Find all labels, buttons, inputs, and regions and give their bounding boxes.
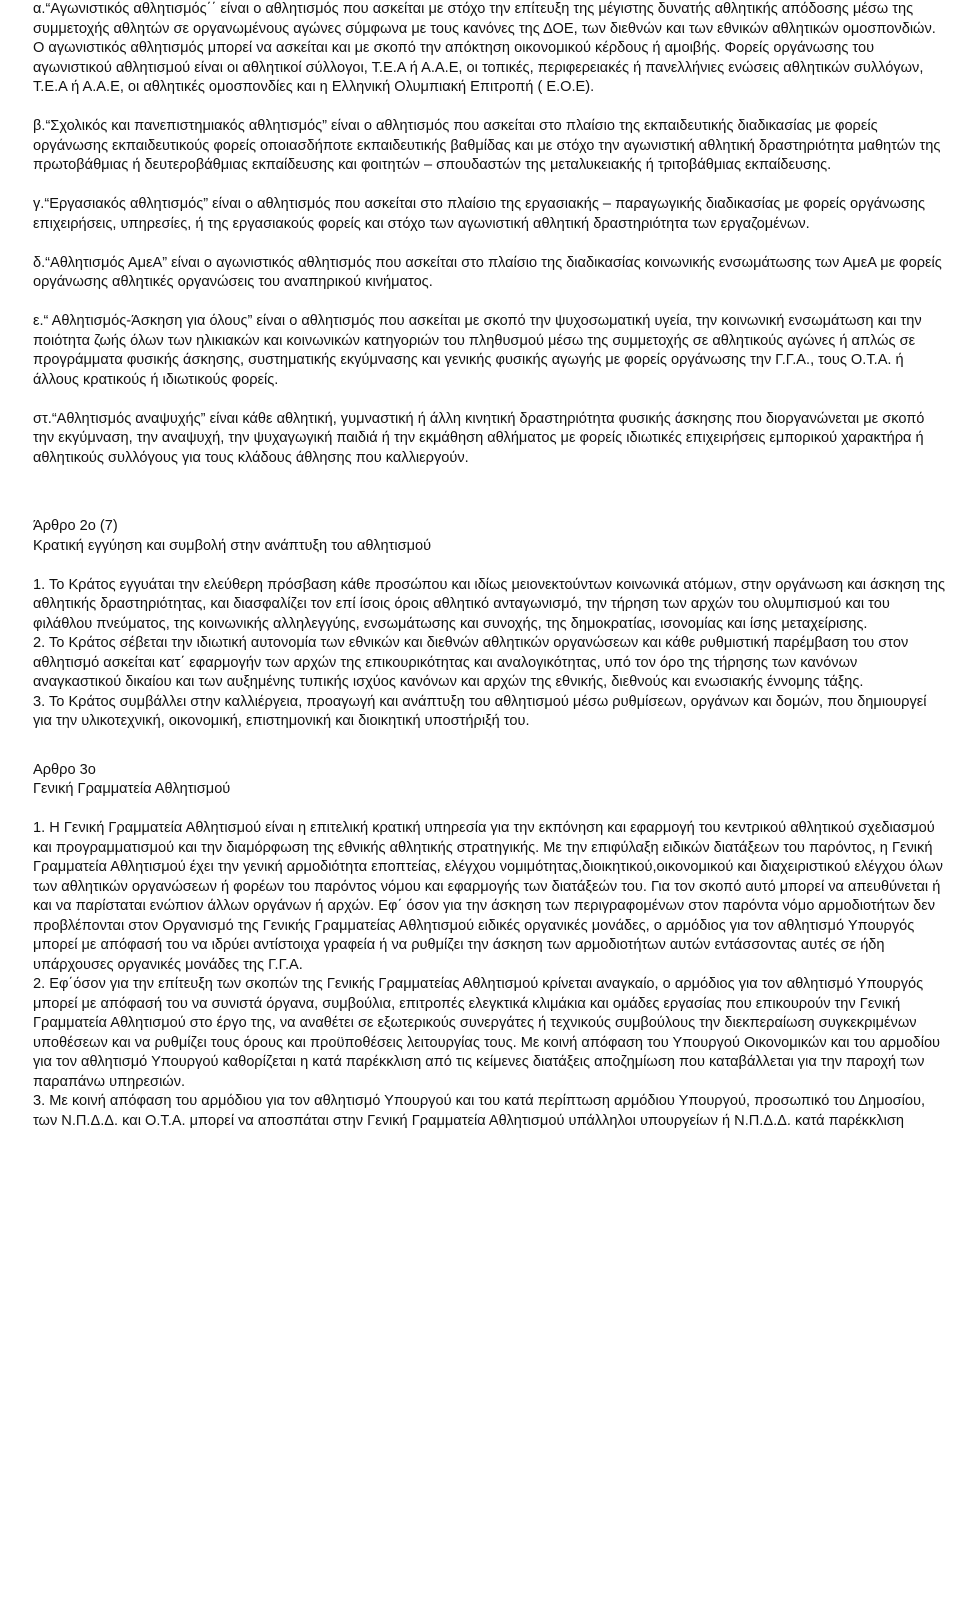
article-3-paragraph-3: 3. Με κοινή απόφαση του αρμόδιου για τον αθλητισμό Υπουργού και του κατά περίπτωση αρμόδιου Υπουργού, προσωπικό του Δημοσίου, των Ν.Π.Δ.Δ. και Ο.Τ.Α. μπορεί να αποσπάται στην Γενική Γραμματεία Αθλητισμού υπάλληλοι υπουργείων ή Ν.Π.Δ.Δ. κατά παρέκκλιση <box>33 1093 926 1129</box>
article-2-paragraph-3: 3. Το Κράτος συμβάλλει στην καλλιέργεια, προαγωγή και ανάπτυξη του αθλητισμού μέσω ρυθμίσεων, οργάνων και δομών, που δημιουργεί για την υλικοτεχνική, οικονομική, επιστημονική και διοικητική υποστήριξή του. <box>33 693 927 729</box>
article-3-subtitle: Γενική Γραμματεία Αθλητισμού <box>33 781 231 797</box>
article-2-subtitle: Κρατική εγγύηση και συμβολή στην ανάπτυξη του αθλητισμού <box>33 537 432 554</box>
paragraph-e: ε.“ Αθλητισμός-Άσκηση για όλους” είναι ο αθλητισμός που ασκείται με σκοπό την ψυχοσωματική υγεία, την κοινωνική ενσωμάτωση και την ποιότητα ζωής όλων των ηλικιακών και κοινωνικών κατηγοριών του πληθυσμού μέσω της συμμετοχής σε αθλητικούς αγώνες ή απλώς σε προγράμματα φυσικής άσκησης, συστηματικής εκγύμνασης και γενικής φυσικής αγωγής με φορείς οργάνωσης την Γ.Γ.Α., τους Ο.Τ.Α. ή άλλους κρατικούς ή ιδιωτικούς φορείς. <box>33 313 922 388</box>
article-2-title: Άρθρο 2ο (7) <box>33 518 118 534</box>
article-2-paragraph-2: 2. Το Κράτος σέβεται την ιδιωτική αυτονομία των εθνικών και διεθνών αθλητικών οργανώσεων και κάθε ρυθμιστική παρέμβαση του στον αθλητισμό ασκείται κατ΄ εφαρμογήν των αρχών της επικουρικότητας και αναλογικότητας, υπό τον όρο της τήρησης των κανόνων αναγκαστικού δικαίου και των αυξημένης τυπικής ισχύος κανόνων και αρχών της εθνικής, διεθνούς και ενωσιακής έννομης τάξης. <box>33 635 909 690</box>
article-3-paragraph-2: 2. Εφ΄όσον για την επίτευξη των σκοπών της Γενικής Γραμματείας Αθλητισμού κρίνεται αναγκαίο, ο αρμόδιος για τον αθλητισμό Υπουργός μπορεί με απόφασή του να συνιστά όργανα, συμβούλια, επιτροπές ελεγκτικά κλιμάκια και ομάδες εργασίας που επικουρούν την Γενική Γραμματεία Αθλητισμού στο έργο της, να αναθέτει σε εξωτερικούς συνεργάτες ή τεχνικούς συμβούλους την διεκπεραίωση συγκεκριμένων υποθέσεων και να ρυθμίζει τους όρους και προϋποθέσεις λειτουργίας τους. Με κοινή απόφαση του Υπουργού Οικονομικών και του αρμοδίου για τον αθλητισμό Υπουργού καθορίζεται η κατά παρέκκλιση από τις κείμενες διατάξεις αποζημίωση που καταβάλλεται για την παροχή των παραπάνω υπηρεσιών. <box>33 976 941 1090</box>
paragraph-c: γ.“Εργασιακός αθλητισμός” είναι ο αθλητισμός που ασκείται στο πλαίσιο της εργασιακής – παραγωγικής διαδικασίας με φορείς οργάνωσης επιχειρήσεις, υπηρεσίες, ή της εργασιακούς φορείς και στόχο των αγωνιστική αθλητική δραστηριότητα των εργαζομένων. <box>33 196 926 232</box>
article-3-paragraph-1: 1. Η Γενική Γραμματεία Αθλητισμού είναι η επιτελική κρατική υπηρεσία για την εκπόνηση και εφαρμογή του κεντρικού αθλητικού σχεδιασμού και προγραμματισμού και την διαμόρφωση της εθνικής αθλητικής στρατηγικής. Με την επιφύλαξη ειδικών διατάξεων του παρόντος, η Γενική Γραμματεία Αθλητισμού έχει την γενική αρμοδιότητα εποπτείας, ελέγχου νομιμότητας,διοικητικού,οικονομικού και διαχειριστικού ελέγχου όλων των αθλητικών οργανώσεων ή φορέων του παρόντος νόμου και εφαρμογής των διατάξεών του. Για τον σκοπό αυτό μπορεί να απευθύνεται ή και να παρίσταται ενώπιον άλλων οργάνων ή αρχών. Εφ΄ όσον για την άσκηση των περιγραφομένων στον παρόντα νόμο αρμοδιοτήτων δεν προβλέπονται στον Οργανισμό της Γενικής Γραμματείας Αθλητισμού ειδικές οργανικές μονάδες, ο αρμόδιος για τον αθλητισμό Υπουργός μπορεί με απόφασή του να ιδρύει αντίστοιχα γραφεία ή να ρυθμίζει την άσκηση των αρμοδιοτήτων αυτών εντάσσοντας αυτές σε ήδη υπάρχουσες οργανικές μονάδες της Γ.Γ.Α. <box>33 820 943 973</box>
paragraph-b: β.“Σχολικός και πανεπιστημιακός αθλητισμός” είναι ο αθλητισμός που ασκείται στο πλαίσιο της εκπαιδευτικής διαδικασίας με φορείς οργάνωσης εκπαιδευτικούς φορείς οποιασδήποτε εκπαιδευτικής βαθμίδας και με στόχο την αγωνιστική αθλητική δραστηριότητα μαθητών της πρωτοβάθμιας ή δευτεροβάθμιας εκπαίδευσης και φοιτητών – σπουδαστών της μεταλυκειακής ή τριτοβάθμιας εκπαίδευσης. <box>33 118 941 173</box>
article-2-paragraph-1: 1. Το Κράτος εγγυάται την ελεύθερη πρόσβαση κάθε προσώπου και ιδίως μειονεκτούντων κοινωνικά ατόμων, στην οργάνωση και άσκηση της αθλητικής δραστηριότητας, και διασφαλίζει τον επί ίσοις όροις αθλητικό ανταγωνισμό, την τήρηση των αρχών του ολυμπισμού και του φιλάθλου πνεύματος, της κοινωνικής αλληλεγγύης, ενσωμάτωσης και συνοχής, της δημοκρατίας, ισονομίας και ίσης μεταχείρισης. <box>33 576 946 632</box>
paragraph-st: στ.“Αθλητισμός αναψυχής” είναι κάθε αθλητική, γυμναστική ή άλλη κινητική δραστηριότητα φυσικής άσκησης που διοργανώνεται με σκοπό την εκγύμναση, την αναψυχή, την ψυχαγωγική παιδιά ή την εκμάθηση αθλήματος με φορείς ιδιωτικές επιχειρήσεις εμπορικού χαρακτήρα ή αθλητικούς συλλόγους για τους κλάδους άθλησης που καλλιεργούν. <box>33 410 925 466</box>
paragraph-a: α.“Αγωνιστικός αθλητισμός΄΄ είναι ο αθλητισμός που ασκείται με στόχο την επίτευξη της μέγιστης δυνατής αθλητικής απόδοσης μέσω της συμμετοχής αθλητών σε οργανωμένους αγώνες σύμφωνα με τους κανόνες της ΔΟΕ, των διεθνών και των εθνικών αθλητικών ομοσπονδιών. Ο αγωνιστικός αθλητισμός μπορεί να ασκείται και με σκοπό την απόκτηση οικονομικού κέρδους ή αμοιβής. Φορείς οργάνωσης του αγωνιστικού αθλητισμού είναι οι αθλητικοί σύλλογοι, Τ.Ε.Α ή Α.Α.Ε, οι τοπικές, περιφερειακές ή πανελλήνιες ενώσεις αθλητικών συλλόγων, Τ.Ε.Α ή Α.Α.Ε, οι αθλητικές ομοσπονδίες και η Ελληνική Ολυμπιακή Επιτροπή ( Ε.Ο.Ε). <box>33 1 936 95</box>
article-3-title: Αρθρο 3ο <box>33 761 96 778</box>
paragraph-d: δ.“Αθλητισμός ΑμεΑ” είναι ο αγωνιστικός αθλητισμός που ασκείται στο πλαίσιο της διαδικασίας κοινωνικής ενσωμάτωσης των ΑμεΑ με φορείς οργάνωσης αθλητικές οργανώσεις του αναπηρικού κινήματος. <box>33 254 942 290</box>
